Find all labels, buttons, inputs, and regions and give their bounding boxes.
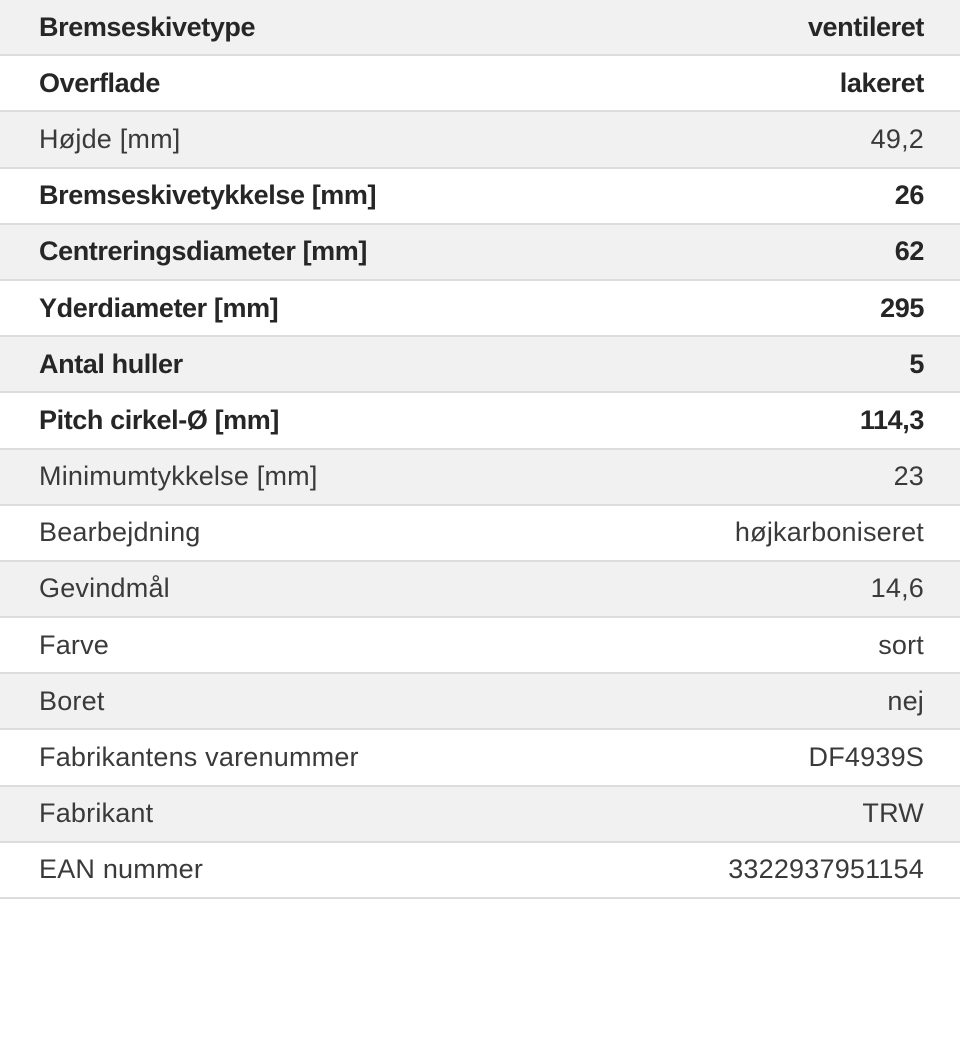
spec-row-fabrikantens-varenummer (0, 730, 960, 786)
spec-value: ventileret (807, 11, 924, 42)
spec-value: lakeret (839, 67, 924, 98)
spec-label: Antal huller (39, 348, 183, 379)
spec-row-hojde (0, 112, 960, 168)
spec-label: Fabrikant (39, 798, 154, 829)
spec-label: Farve (39, 629, 110, 660)
spec-row-overflade (0, 56, 960, 112)
spec-label: Fabrikantens varenummer (39, 742, 359, 773)
spec-label: Bremseskivetype (39, 11, 256, 42)
spec-label: Centreringsdiameter [mm] (39, 236, 367, 267)
spec-value: 295 (880, 292, 924, 323)
spec-label: Minimumtykkelse [mm] (39, 461, 318, 492)
spec-value: 49,2 (870, 123, 924, 154)
spec-value: TRW (862, 798, 924, 829)
spec-row-boret (0, 674, 960, 730)
spec-row-bremseskivetype (0, 0, 960, 56)
spec-row-farve (0, 618, 960, 674)
spec-value: DF4939S (808, 742, 924, 773)
spec-value: 114,3 (859, 404, 924, 435)
spec-row-yderdiameter (0, 281, 960, 337)
spec-label: Bremseskivetykkelse [mm] (39, 180, 377, 211)
spec-value: 62 (894, 236, 924, 267)
spec-value: sort (878, 629, 924, 660)
spec-label: Højde [mm] (39, 123, 181, 154)
spec-label: Yderdiameter [mm] (39, 292, 279, 323)
spec-row-ean-nummer (0, 843, 960, 899)
spec-row-centreringsdiameter (0, 225, 960, 281)
spec-value: 14,6 (870, 573, 924, 604)
spec-row-pitch-cirkel (0, 393, 960, 449)
spec-row-minimumtykkelse (0, 450, 960, 506)
spec-label: Boret (39, 685, 105, 716)
spec-value: højkarboniseret (734, 517, 924, 548)
spec-label: EAN nummer (39, 854, 204, 885)
spec-value: nej (887, 685, 924, 716)
spec-label: Gevindmål (39, 573, 170, 604)
spec-value: 26 (894, 180, 924, 211)
spec-label: Bearbejdning (39, 517, 201, 548)
spec-row-bearbejdning (0, 506, 960, 562)
spec-label: Overflade (39, 67, 160, 98)
spec-value: 23 (893, 461, 924, 492)
spec-label: Pitch cirkel-Ø [mm] (39, 404, 279, 435)
spec-value: 3322937951154 (728, 854, 924, 885)
spec-value: 5 (909, 348, 924, 379)
spec-row-fabrikant (0, 787, 960, 843)
spec-row-gevindmal (0, 562, 960, 618)
spec-row-bremseskivetykkelse (0, 169, 960, 225)
spec-row-antal-huller (0, 337, 960, 393)
